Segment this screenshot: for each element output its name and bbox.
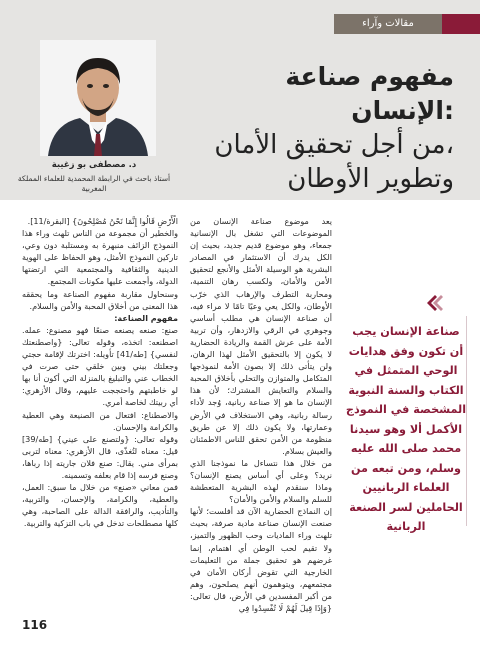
author-bio: أستاذ باحث في الرابطة المحمدية للعلماء المملكة المغربية (17, 174, 171, 193)
paragraph: وسنحاول مقاربة مفهوم الصناعة وما يحققه هذا المعنى من أخلاق المحبة والأمن والسلام. (22, 288, 178, 311)
article-title (174, 60, 454, 196)
section-accent-bar (442, 14, 480, 34)
paragraph: والاصطناع: افتعال من الصنيعة وهي العطية والكرامة والإحسان. (22, 409, 178, 432)
guillemet-icon (423, 294, 443, 312)
paragraph: والخطير أن مجموعة من الناس تلهث وراء هذا النموذج الزائف منبهرة به ومستلبة دون وعي، تاركين النموذج الأمثل، وهو الحفاظ على الهوية الدينية والثقافية والمجتمعية التي ارتضتها الدولة، وأجمعت عليها مكونات المجتمع. (22, 228, 178, 287)
paragraph: فمن معاني «صنع» من خلال ما سبق: العمل، والعطية، والكرامة، والإحسان، والتربية، والتأديب، والرافقة الدالة على الصاحبة، وهي كلها مصطلحات تدخل في باب التزكية والتربية. (22, 482, 178, 529)
pull-quote (345, 288, 467, 538)
paragraph: وقوله تعالى: {ولتصنع على عيني} [طه/39] قيل: معناه لتُغذّى، قال الأزهري: معناه لتربى بمرأى مني. يقال: صنع فلان جاريته إذا رباها، وصنع فرسه إذا قام بعلفه وتسمينه. (22, 433, 178, 480)
paragraph: يعد موضوع صناعة الإنسان من الموضوعات التي تشغل بال الإنسانية جمعاء، وهو موضوع قديم جديد، بحيث إن الكل يدرك أن الاستثمار في المصادر البشرية هو الوسيلة الأمثل والأنجع لتحقيق الأمن والأمان، ولكسب رهان التنمية، ومحاربة التطرف والإرهاب الذي خرّب الأوطان، والكل يعي وعيًا تامًا لا مراء فيه، أن صناعة الإنسان هي مطلب أساسي وجوهري في الرقي والازدهار، وأن تربية الأمة على عرش القمة والريادة الحضارية لا يكون إلا بالتحقيق الأمثل لهذا الرهان، ولن يتأتى ذلك إلا بصون الأمة لنموذجها المتكامل والمتوازن والتحلي بأخلاق المحبة والسلام والتعايش المشترك؛ لأن هذا الإنسان ما هو إلا صناعة ربانية، وُجد لأداء رسالة ربانية، وهي الاستخلاف في الأرض وعمارتها، ولا يكون ذلك إلا عن طريق منظومة من الأمن تحقق للناس الاطمئنان والعيش بسلام. (190, 216, 332, 456)
header-band (0, 0, 480, 200)
article-column-right (190, 215, 332, 614)
title-line-3: وتطوير الأوطان (287, 164, 454, 194)
paragraph: الْأَرْضِ قَالُوا إِنَّمَا نَحْنُ مُصْلِحُونَ} [البقرة/11]. (27, 216, 178, 226)
title-line-2: من أجل تحقيق الأمان، (214, 130, 454, 160)
page-number: 116 (22, 618, 48, 632)
paragraph: صنع: صنعه يصنعه صنعًا فهو مصنوع: عمله. اصطنعه: اتخذه، وقوله تعالى: {واصطنعتك لنفسي} [طه/41] تأويله: اخترتك لإقامة حجتي وجعلتك بيني وبين خلقي حتى صرت في الخطاب عني والتبليغ بالمنزلة التي أكون أنا بها لو خاطبتهم واحتججت عليهم، وقال الأزهري: أي ربيتك لخاصة أمري. (22, 324, 179, 408)
pull-quote-text: صناعة الإنسان يجب أن تكون وفق هدايات الوحي المتمثل في الكتاب والسنة النبوية المشخصة في النموذج الأكمل ألا وهو سيدنا محمد صلى الله عليه وسلم، ومن تبعه من العلماء الربانيين الحاملين لسر الصنعة الربانية (345, 325, 467, 533)
paragraph: من خلال هذا نتساءل ما نموذجنا الذي نريد؟ وعلى أي أساس يصنع الإنسان؟ وماذا سنقدم لهذه البشرية المتعطشة للسلم والسلام والأمن والأمان؟ (190, 457, 332, 505)
title-line-1: مفهوم صناعة الإنسان: (285, 62, 454, 125)
subheading: مفهوم الصناعة: (114, 312, 178, 323)
article-column-left (22, 215, 178, 529)
author-name: د. مصطفى بو زغيبة (51, 160, 137, 170)
section-tag: مقالات وآراء (334, 14, 442, 34)
author-photo (40, 40, 156, 156)
paragraph: إن النماذج الحضارية الآن قد أفلست؛ لأنها صنعت الإنسان صناعة مادية صرفة، بحيث تلهث وراء الماديات وحب الظهور والتميز، ولا تقيم لحب الوطن أي اهتمام، إنما غرضهم هو تحقيق جملة من التعليمات الخارجية التي تقوض أركان الأمان في مجتمعهم، ويتوهمون أنهم يصلحون، وهم من أكبر المفسدين في الأرض، قال تعالى: {وَإِذَا قِيلَ لَهُمْ لَا تُفْسِدُوا فِي (190, 506, 332, 613)
